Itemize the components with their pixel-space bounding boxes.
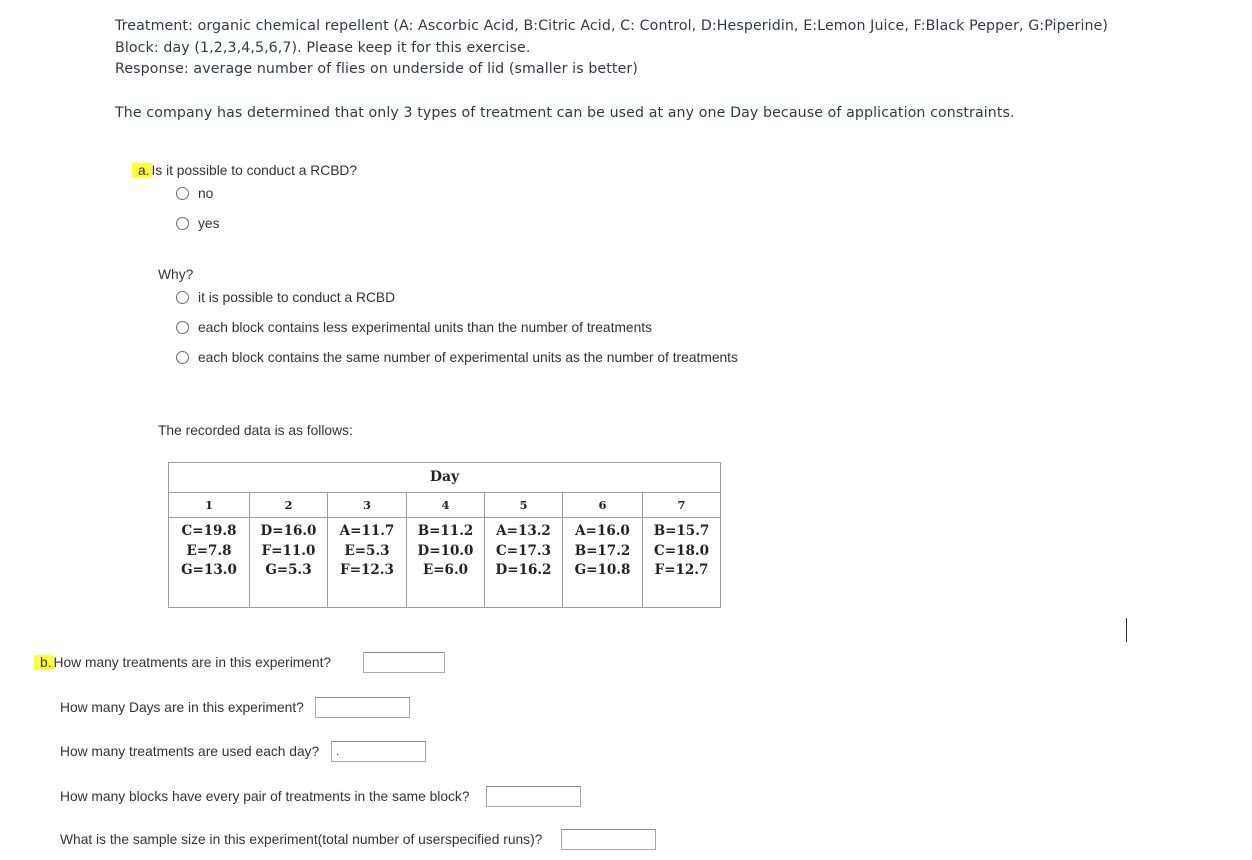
radio-button[interactable]: [176, 321, 189, 334]
question-a: [132, 163, 357, 178]
option-label: no: [198, 186, 214, 201]
question-text: What is the sample size in this experiment(total number of userspecified runs)?: [60, 832, 543, 847]
why-option-2[interactable]: [176, 320, 652, 335]
answer-input-days[interactable]: [315, 697, 410, 718]
table-header-day: Day: [169, 463, 720, 493]
table-cell: G=5.3: [265, 562, 312, 578]
radio-button[interactable]: [176, 351, 189, 364]
table-cell: G=13.0: [181, 562, 237, 578]
table-cell: A=16.0: [575, 523, 630, 539]
text-cursor: [1126, 618, 1127, 642]
table-cell: B=15.7: [653, 523, 710, 539]
day-number: 4: [407, 493, 484, 518]
table-cell: C=18.0: [654, 542, 709, 559]
question-text: How many treatments are in this experiment?: [53, 655, 332, 670]
block-description: Block: day (1,2,3,4,5,6,7). Please keep it for this exercise.: [115, 39, 531, 56]
answer-input-blocks-pair[interactable]: [486, 786, 581, 807]
answer-input-sample-size[interactable]: [561, 829, 656, 850]
problem-intro: [115, 16, 1108, 124]
radio-button[interactable]: [176, 217, 189, 230]
table-cell: D=10.0: [417, 542, 474, 559]
day-number: 1: [169, 493, 249, 518]
day-column: [250, 493, 328, 607]
day-number: 6: [563, 493, 642, 518]
day-column: [643, 493, 720, 607]
constraint-description: The company has determined that only 3 types of treatment can be used at any one Day because of application constraints.: [115, 104, 1015, 121]
why-option-3[interactable]: [176, 350, 738, 365]
option-no[interactable]: [176, 186, 213, 201]
table-cell: A=13.2: [496, 523, 551, 539]
option-yes[interactable]: [176, 216, 219, 231]
question-text: How many Days are in this experiment?: [60, 700, 304, 715]
question-text: How many blocks have every pair of treatments in the same block?: [60, 789, 470, 804]
table-cell: F=12.7: [654, 562, 709, 578]
table-cell: A=11.7: [339, 523, 395, 539]
question-text: How many treatments are used each day?: [60, 744, 320, 759]
table-cell: E=7.8: [186, 542, 232, 559]
why-label: Why?: [158, 267, 194, 282]
question-b-label: b.: [34, 655, 54, 670]
table-cell: B=17.2: [574, 542, 631, 559]
day-column: [563, 493, 643, 607]
table-cell: E=5.3: [344, 542, 390, 559]
answer-input-treatments-per-day[interactable]: .: [331, 741, 426, 762]
table-cell: B=11.2: [417, 523, 474, 539]
question-b-1: [34, 655, 331, 670]
option-label: it is possible to conduct a RCBD: [198, 290, 396, 305]
day-column: [407, 493, 485, 607]
treatment-description: Treatment: organic chemical repellent (A: Ascorbic Acid, B:Citric Acid, C: Control, D:Hesperidin, E:Lemon Juice, F:Black Pepper, G:Piperine): [115, 18, 1109, 34]
data-table: [168, 462, 721, 608]
table-cell: E=6.0: [422, 562, 469, 578]
day-column: [328, 493, 407, 607]
question-a-text: Is it possible to conduct a RCBD?: [151, 163, 358, 178]
data-intro: The recorded data is as follows:: [158, 423, 353, 438]
day-number: 7: [643, 493, 720, 518]
option-label: each block contains the same number of experimental units as the number of treatments: [198, 350, 738, 365]
radio-button[interactable]: [176, 187, 189, 200]
day-number: 5: [485, 493, 562, 518]
why-option-1[interactable]: [176, 290, 395, 305]
radio-button[interactable]: [176, 291, 189, 304]
option-label: each block contains less experimental units than the number of treatments: [198, 320, 653, 335]
option-label: yes: [198, 216, 220, 231]
table-cell: C=17.3: [496, 542, 551, 559]
day-column: [169, 493, 250, 607]
table-cell: F=11.0: [261, 542, 316, 559]
table-cell: D=16.2: [495, 562, 552, 578]
question-a-label: a.: [132, 163, 152, 178]
day-number: 3: [328, 493, 406, 518]
table-cell: C=19.8: [181, 523, 237, 539]
table-cell: D=16.0: [260, 523, 317, 539]
day-column: [485, 493, 563, 607]
answer-input-treatments[interactable]: [363, 652, 445, 673]
table-cell: F=12.3: [340, 562, 394, 578]
day-number: 2: [250, 493, 327, 518]
table-cell: G=10.8: [574, 562, 631, 578]
response-description: Response: average number of flies on underside of lid (smaller is better): [115, 61, 638, 77]
